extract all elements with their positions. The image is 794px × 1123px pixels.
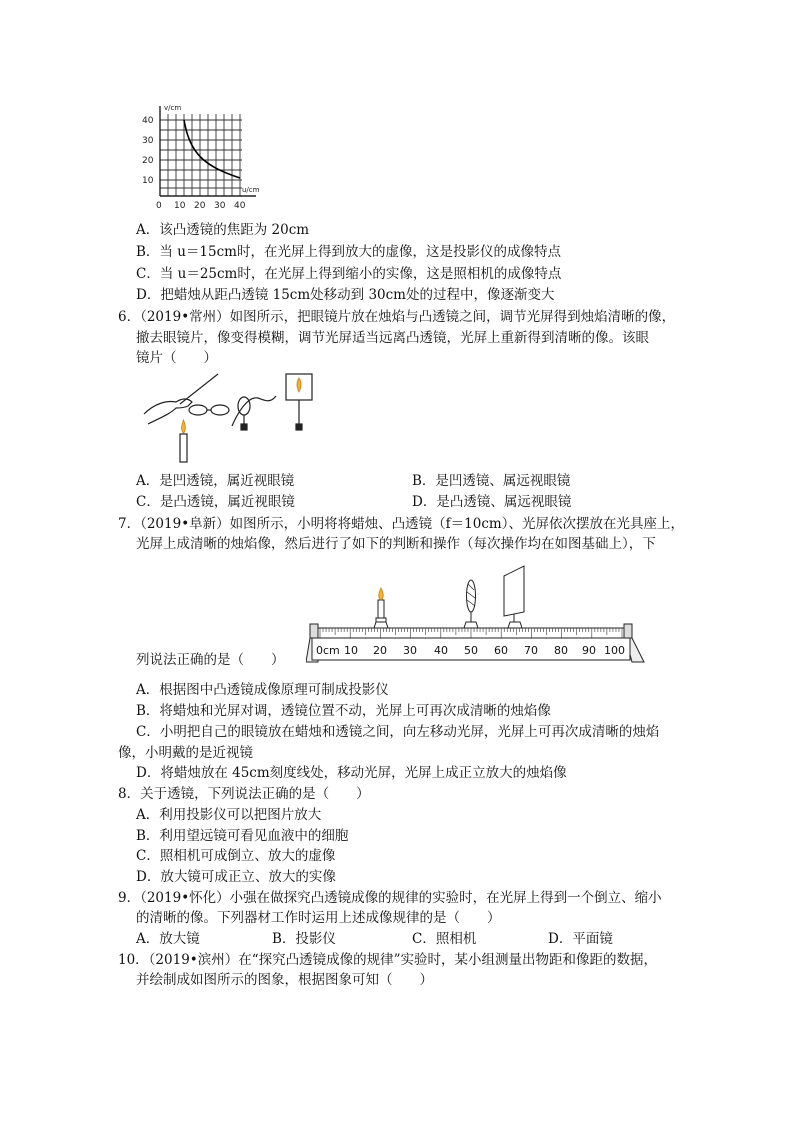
screen-icon [504,566,524,616]
uv-graph [138,102,268,212]
ruler-label: 100 [604,644,625,657]
q6-option-b: B．是凹透镜、属远视眼镜 [412,473,571,489]
q8-option-b: B．利用望远镜可看见血液中的细胞 [136,828,349,844]
ruler-label: 0cm [316,644,340,657]
q7-option-c: C．小明把自己的眼镜放在蜡烛和透镜之间，向左移动光屏，光屏上可再次成清晰的烛焰 [136,724,660,740]
ruler-label: 40 [434,644,448,657]
graph-x-unit: u/cm [242,186,260,194]
graph-xtick: 30 [214,201,226,211]
q7-option-d: D．将蜡烛放在 45cm刻度线处，移动光屏，光屏上成正立放大的烛焰像 [136,765,567,781]
q9-option-d: D．平面镜 [548,931,613,947]
q10-stem-line1: 10．（2019•滨州）在“探究凸透镜成像的规律”实验时，某小组测量出物距和像距的数据， [118,952,658,968]
candle-icon [378,600,384,618]
q10-stem-line2: 并绘制成如图所示的图象，根据图象可知（ ） [136,972,433,988]
q7-option-a: A．根据图中凸透镜成像原理可制成投影仪 [136,682,389,698]
string-line [180,374,218,404]
graph-ytick: 10 [142,176,154,186]
q9-stem-line1: 9．（2019•怀化）小强在做探究凸透镜成像的规律的实验时，在光屏上得到一个倒立、缩小 [118,890,662,906]
ruler-label: 60 [494,644,508,657]
graph-ytick: 20 [142,156,154,166]
ruler-label: 30 [403,644,417,657]
q8-option-a: A．利用投影仪可以把图片放大 [136,807,322,823]
q9-stem-line2: 的清晰的像。下列器材工作时运用上述成像规律的是（ ） [136,910,501,926]
graph-xtick: 0 [156,201,162,211]
q5-option-c: C．当 u＝25cm时，在光屏上得到缩小的实像，这是照相机的成像特点 [136,266,562,282]
q9-option-c: C．照相机 [412,931,477,947]
flame-icon [182,420,186,433]
graph-xtick: 10 [174,201,186,211]
q7-stem-line1: 7．（2019•阜新）如图所示，小明将将蜡烛、凸透镜（f＝10cm）、光屏依次摆放在光具座上， [118,516,684,532]
ruler-label: 90 [582,644,596,657]
convex-lens-icon [467,580,476,612]
graph-xtick: 20 [194,201,206,211]
q5-option-d: D．把蜡烛从距凸透镜 15cm处移动到 30cm处的过程中，像逐渐变大 [136,287,555,303]
ruler-label: 20 [373,644,387,657]
q6-stem-line2: 撤去眼镜片，像变得模糊，调节光屏适当远离凸透镜，光屏上重新得到清晰的像。该眼 [136,330,649,346]
q6-option-a: A．是凹透镜，属近视眼镜 [136,473,295,489]
graph-y-unit: v/cm [164,104,182,112]
candle-holder [374,588,388,628]
graph-grid [160,114,242,196]
q8-stem: 8．关于透镜，下列说法正确的是（ ） [118,786,370,802]
graph-xtick: 40 [234,201,246,211]
screen-holder [504,566,524,628]
graph-ytick: 30 [142,136,154,146]
q5-option-a: A．该凸透镜的焦距为 20cm [136,222,310,238]
q5-option-b: B．当 u＝15cm时，在光屏上得到放大的虚像，这是投影仪的成像特点 [136,244,561,260]
q7-option-c-cont: 像，小明戴的是近视镜 [118,745,253,761]
ruler-label: 80 [554,644,568,657]
hand-drawing [144,399,192,424]
ruler-label: 10 [344,644,358,657]
q9-option-a: A．放大镜 [136,931,200,947]
lens-holder [464,580,478,628]
q9-option-b: B．投影仪 [272,931,336,947]
candle-icon [180,434,187,462]
q7-optical-bench [306,562,648,666]
eyeglass-lens-icon [189,405,207,415]
q7-stem-line3: 列说法正确的是（ ） [136,652,285,668]
ruler-label: 70 [524,644,538,657]
q7-option-b: B．将蜡烛和光屏对调，透镜位置不动，光屏上可再次成清晰的烛焰像 [136,703,551,719]
q6-option-c: C．是凸透镜，属近视眼镜 [136,494,295,510]
q6-option-d: D．是凸透镜、属远视眼镜 [412,494,572,510]
flame-icon [379,588,384,600]
q8-option-d: D．放大镜可成正立、放大的实像 [136,869,336,885]
q6-figure [140,368,320,468]
ruler-label: 50 [464,644,478,657]
flame-image-icon [297,378,301,392]
graph-ytick: 40 [142,116,154,126]
q7-stem-line2: 光屏上成清晰的烛焰像，然后进行了如下的判断和操作（每次操作均在如图基础上），下 [136,536,656,552]
q8-option-c: C．照相机可成倒立、放大的虚像 [136,848,336,864]
q6-stem-line1: 6．（2019•常州）如图所示，把眼镜片放在烛焰与凸透镜之间，调节光屏得到烛焰清晰的像， [118,309,676,325]
q6-stem-line3: 镜片（ ） [136,350,217,366]
eyeglass-lens-icon [211,405,229,415]
